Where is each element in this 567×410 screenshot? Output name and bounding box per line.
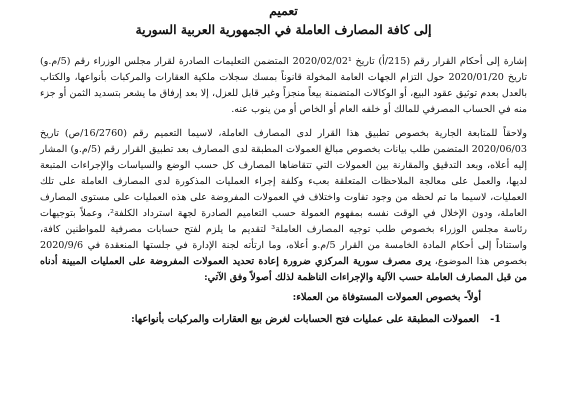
list-item-number: 1-	[490, 314, 501, 325]
paragraph-decision-body: ولاحقاً للمتابعة الجارية بخصوص تطبيق هذا القرار لدى المصارف العاملة، لاسيما التعميم رقم (16/2760/ص) تاريخ 2020/06/03 المتضمن طلب بيانات بخصوص مبالغ العمولات المطبقة لدى المصارف بعد تطبيق القرار رقم (5/م.و) المشار إليه أعلاه، وبعد التدقيق والمقارنة بين العمولات التي تتقاضاها المصارف كل حسب الوضع والسياسات والإجراءات المتبعة لديها، والعمل على معالجة الملاحظات المتعلقة بعبء وكلفة إجراء العمليات المذكورة لدى المصارف العاملة على تلك العمليات، لاسيما ما تم لحظه من وجود تفاوت واختلاف في العمولات المفروضة على هذه العمليات على مستوى المصارف العاملة، ودون الإخلال في الوقت نفسه بمفهوم العمولة حسب التعاميم الصادرة لجهة استرداد الكلفة²، وعملاً بتوجيهات رئاسة مجلس الوزراء بخصوص طلب توجيه المصارف العاملة³ لتقديم ما يلزم لفتح حسابات مصرفية للمواطنين كافة، واستناداً إلى أحكام المادة الخامسة من القرار 5/م.و أعلاه، وما ارتأته لجنة الإدارة في جلستها المنعقدة في 2020/9/6 بخصوص هذا الموضوع،	[40, 128, 528, 267]
document-title: تعميم	[269, 3, 298, 18]
list-item-text: العمولات المطبقة على عمليات فتح الحسابات لغرض بيع العقارات والمركبات بأنواعها:	[131, 314, 479, 325]
paragraph-decision	[40, 126, 527, 286]
paragraph-decision-resolution: يرى مصرف سورية المركزي ضرورة إعادة تحديد العمولات المفروضة على العمليات المبينة أدناه من قبل المصارف العاملة حسب الآلية والإجراءات الناظمة لذلك أصولاً وفق الآتي:	[40, 256, 527, 283]
section-heading-first: أولاً- بخصوص العمولات المستوفاة من العملاء:	[292, 292, 481, 303]
paragraph-reference: إشارة إلى أحكام القرار رقم (215/أ) تاريخ 2020/02/02¹ المتضمن التعليمات الصادرة لقرار مجلس الوزراء رقم (5/م.و) تاريخ 2020/01/20 حول التزام الجهات العامة المخولة قانوناً بمسك سجلات ملكية العقارات والمركبات بأنواعها، والكتاب بالعدل بعدم توثيق عقود البيع، أو الوكالات المتضمنة بيعاً منجزاً وغير قابل للعزل، إلا بعد إرفاق ما يشعر بتسديد الثمن أو جزء منه في الحساب المصرفي للمالك أو خلفه العام أو الخاص أو من ينوب عنه.	[40, 56, 528, 115]
document-addressee: إلى كافة المصارف العاملة في الجمهورية العربية السورية	[135, 22, 432, 37]
list-item	[40, 312, 501, 328]
